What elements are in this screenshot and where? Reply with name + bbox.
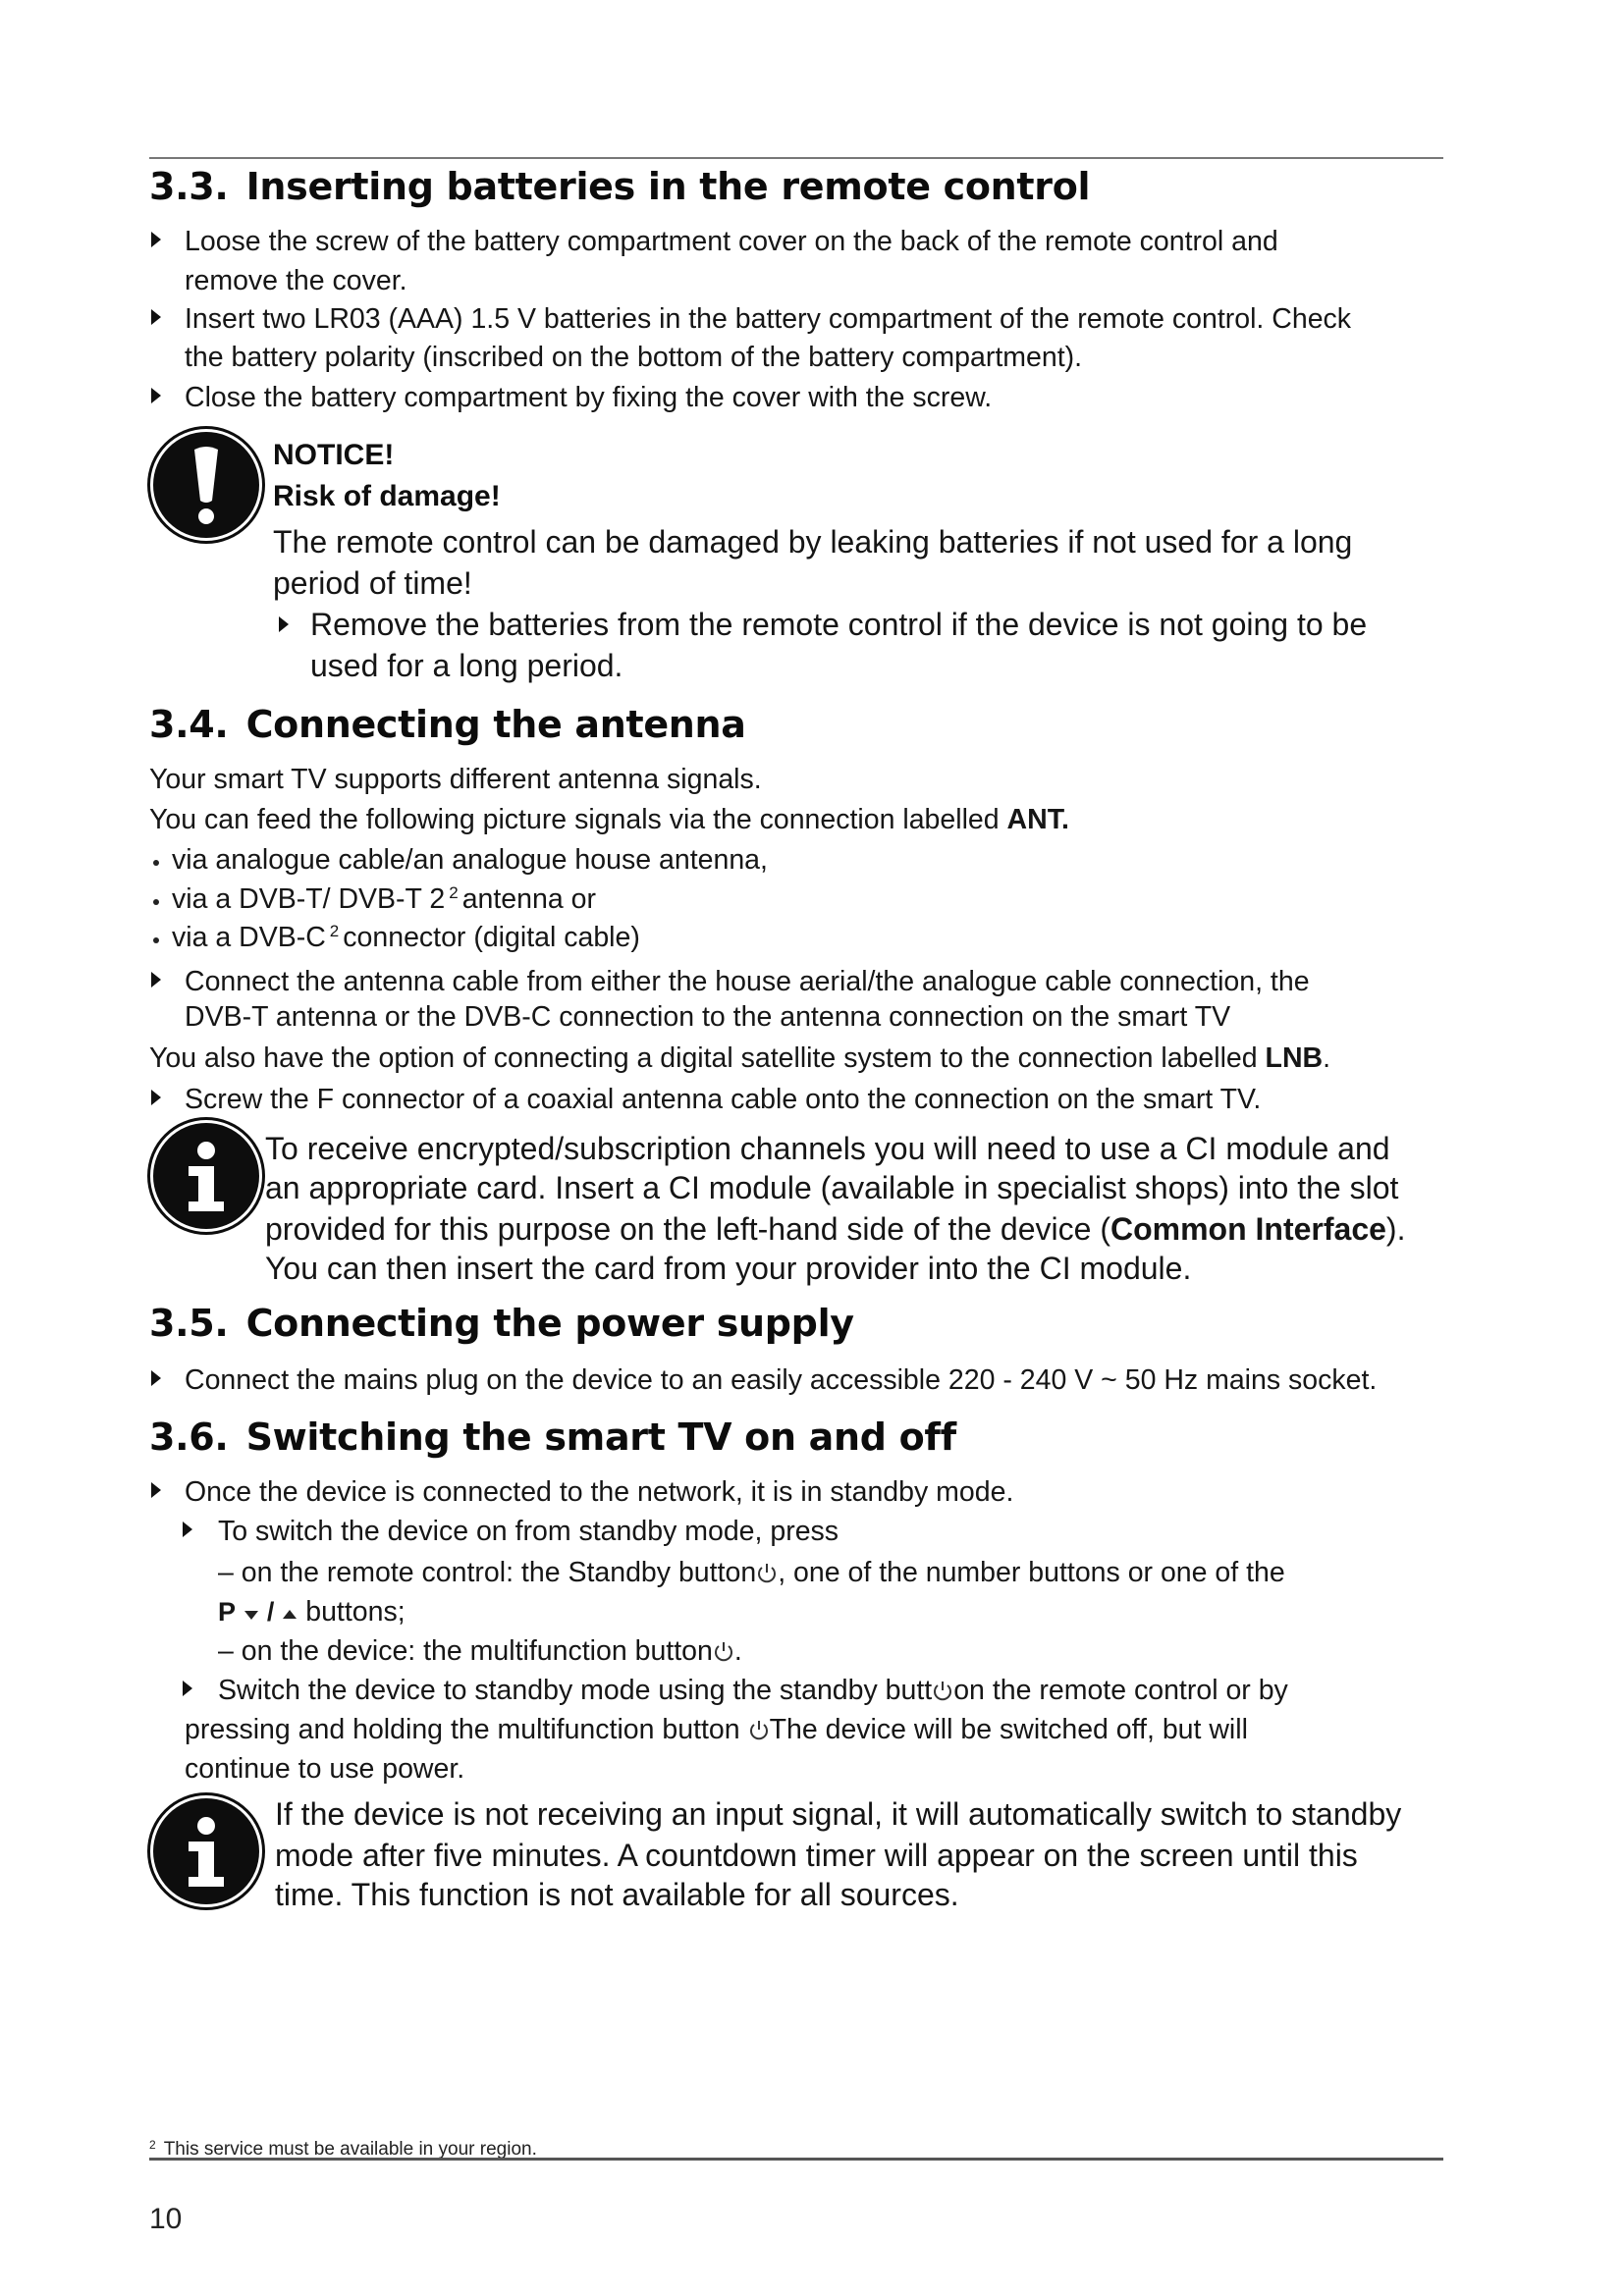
step-text: Insert two LR03 (AAA) 1.5 V batteries in the battery compartment of the remote control. Check	[185, 303, 1352, 335]
info-icon	[153, 1123, 259, 1229]
p-buttons-line: P / buttons;	[218, 1596, 406, 1628]
step-text: the battery polarity (inscribed on the bottom of the battery compartment).	[185, 342, 1083, 373]
info-text: If the device is not receiving an input signal, it will automatically switch to standby	[275, 1796, 1402, 1832]
step-detail: – on the remote control: the Standby button , one of the number buttons or one of the	[218, 1557, 1285, 1588]
triangle-bullet-icon	[279, 616, 289, 632]
bottom-rule	[149, 2158, 1443, 2161]
top-rule	[149, 157, 1443, 159]
power-icon	[932, 1680, 953, 1701]
notice-action: Remove the batteries from the remote control if the device is not going to be	[310, 607, 1368, 642]
triangle-bullet-icon	[151, 1090, 161, 1105]
common-interface-label: Common Interface	[1110, 1211, 1386, 1247]
triangle-bullet-icon	[151, 232, 161, 247]
step-text: Loose the screw of the battery compartment cover on the back of the remote control and	[185, 226, 1278, 257]
power-icon	[713, 1640, 734, 1662]
satellite-text: You also have the option of connecting a digital satellite system to the connection labelled LNB.	[149, 1042, 1331, 1074]
list-bullet	[153, 899, 159, 905]
step-text: Connect the antenna cable from either the house aerial/the analogue cable connection, the	[185, 966, 1310, 997]
step-text: Screw the F connector of a coaxial antenna cable onto the connection on the smart TV.	[185, 1084, 1262, 1115]
step-text: Switch the device to standby mode using the standby butt on the remote control or by	[218, 1675, 1288, 1706]
intro-text: Your smart TV supports different antenna signals.	[149, 764, 762, 795]
triangle-bullet-icon	[151, 972, 161, 988]
triangle-bullet-icon	[183, 1522, 192, 1537]
triangle-bullet-icon	[151, 388, 161, 403]
info-text: time. This function is not available for all sources.	[275, 1877, 959, 1912]
heading-3-4: 3.4. Connecting the antenna	[149, 703, 746, 746]
notice-action: used for a long period.	[310, 648, 623, 683]
list-bullet	[153, 937, 159, 943]
heading-3-3: 3.3. Inserting batteries in the remote control	[149, 165, 1091, 208]
triangle-bullet-icon	[151, 1482, 161, 1498]
notice-label: NOTICE!	[273, 439, 395, 471]
step-text: DVB-T antenna or the DVB-C connection to the antenna connection on the smart TV	[185, 1001, 1231, 1033]
exclamation-icon	[153, 432, 259, 538]
info-text: You can then insert the card from your provider into the CI module.	[265, 1251, 1192, 1286]
list-item: via a DVB-T/ DVB-T 2 $^2$ antenna or	[172, 883, 596, 915]
chevron-down-icon	[244, 1609, 259, 1621]
step-text: Once the device is connected to the network, it is in standby mode.	[185, 1476, 1014, 1508]
triangle-bullet-icon	[183, 1681, 192, 1696]
step-text: Connect the mains plug on the device to an easily accessible 220 - 240 V ~ 50 Hz mains socket.	[185, 1364, 1378, 1396]
step-text: pressing and holding the multifunction button The device will be switched off, but will	[185, 1714, 1248, 1745]
lnb-label: LNB	[1265, 1042, 1324, 1074]
heading-3-5: 3.5. Connecting the power supply	[149, 1302, 854, 1345]
triangle-bullet-icon	[151, 1370, 161, 1386]
notice-text: period of time!	[273, 565, 472, 601]
page-number: 10	[149, 2203, 183, 2235]
info-text: provided for this purpose on the left-hand side of the device (Common Interface).	[265, 1211, 1406, 1247]
step-text: continue to use power.	[185, 1753, 465, 1785]
notice-subtitle: Risk of damage!	[273, 480, 501, 512]
power-icon	[756, 1562, 778, 1583]
chevron-up-icon	[282, 1609, 298, 1621]
step-text: Close the battery compartment by fixing the cover with the screw.	[185, 382, 993, 413]
list-item: via a DVB-C $^2$ connector (digital cable)	[172, 922, 640, 953]
list-bullet	[153, 860, 159, 866]
step-detail: – on the device: the multifunction button .	[218, 1635, 742, 1667]
info-icon	[153, 1798, 259, 1904]
power-icon	[748, 1719, 770, 1740]
info-text: an appropriate card. Insert a CI module (available in specialist shops) into the slot	[265, 1170, 1399, 1205]
intro-text: You can feed the following picture signals via the connection labelled ANT.	[149, 804, 1069, 835]
heading-3-6: 3.6. Switching the smart TV on and off	[149, 1415, 956, 1459]
info-text: mode after five minutes. A countdown timer will appear on the screen until this	[275, 1838, 1358, 1873]
info-text: To receive encrypted/subscription channels you will need to use a CI module and	[265, 1131, 1390, 1166]
ant-label: ANT.	[1006, 804, 1069, 835]
triangle-bullet-icon	[151, 309, 161, 325]
notice-text: The remote control can be damaged by leaking batteries if not used for a long	[273, 524, 1353, 560]
step-text: remove the cover.	[185, 265, 407, 296]
step-text: To switch the device on from standby mode, press	[218, 1516, 839, 1547]
list-item: via analogue cable/an analogue house antenna,	[172, 844, 768, 876]
footnote: $^2$ This service must be available in your region.	[149, 2138, 537, 2160]
